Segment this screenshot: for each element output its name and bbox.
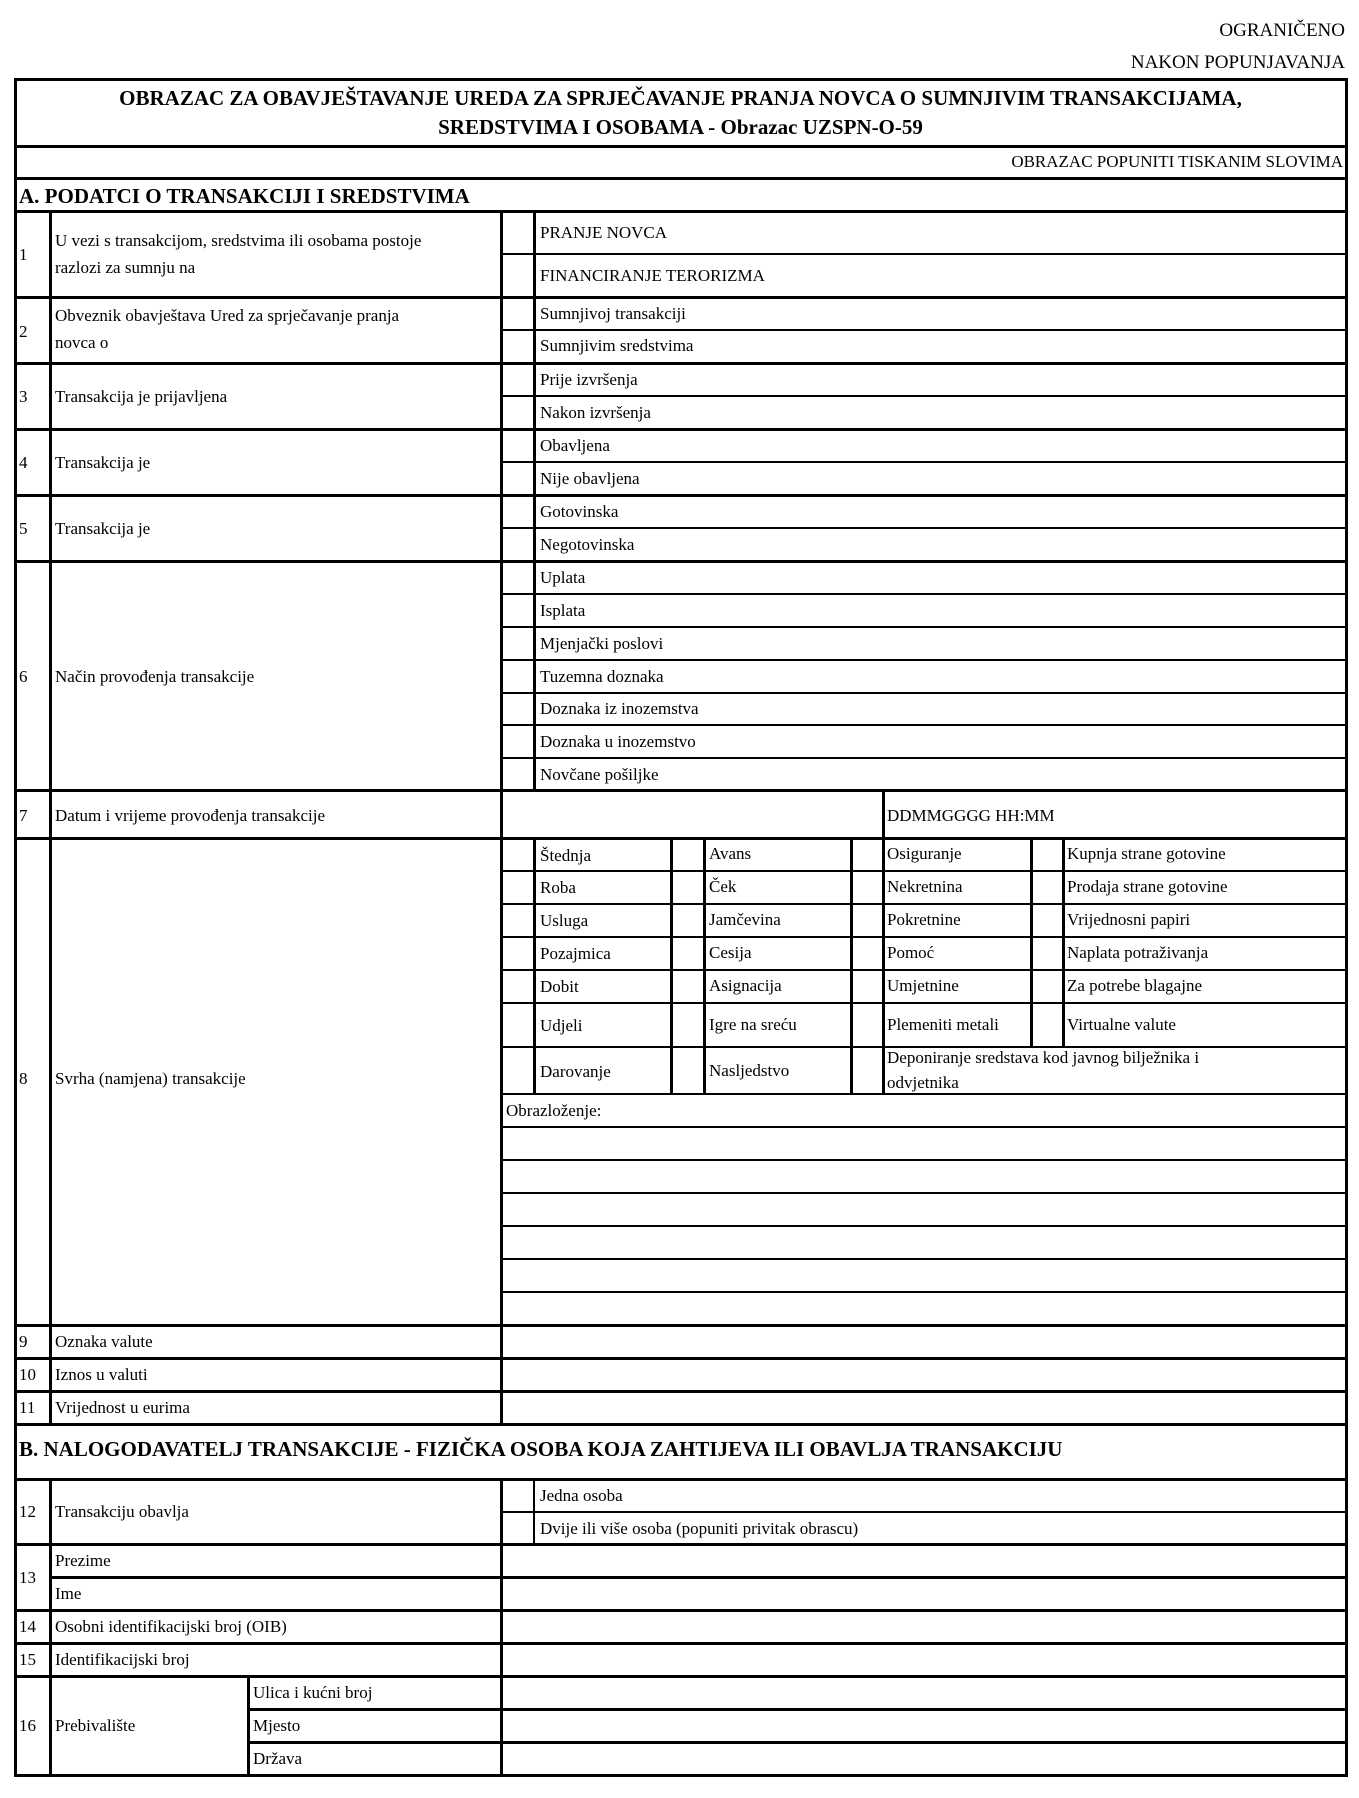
checkbox-nekretnina[interactable]: [853, 872, 883, 903]
divider: [14, 145, 1348, 148]
row-label: Identifikacijski broj: [55, 1650, 190, 1669]
purpose-label: Roba: [540, 878, 576, 897]
option-label: Nije obavljena: [540, 469, 640, 488]
row-label: Transakciju obavlja: [55, 1502, 189, 1521]
purpose-label: Jamčevina: [709, 910, 781, 929]
checkbox-naplata-potrazivanja[interactable]: [1033, 938, 1063, 969]
checkbox-cek[interactable]: [673, 872, 703, 903]
country-input[interactable]: [503, 1744, 1346, 1774]
row-number: 5: [19, 519, 28, 538]
first-name-input[interactable]: [503, 1579, 1346, 1609]
divider: [500, 593, 1348, 595]
checkbox-uplata[interactable]: [503, 563, 533, 593]
purpose-label: odvjetnika: [887, 1073, 959, 1092]
row-label: Način provođenja transakcije: [55, 667, 255, 686]
checkbox-za-potrebe-blagajne[interactable]: [1033, 971, 1063, 1002]
checkbox-pomoc[interactable]: [853, 938, 883, 969]
row-number: 15: [19, 1650, 36, 1669]
explanation-line-2[interactable]: [503, 1161, 1346, 1192]
row-number: 12: [19, 1502, 36, 1521]
checkbox-umjetnine[interactable]: [853, 971, 883, 1002]
checkbox-plemeniti-metali[interactable]: [853, 1004, 883, 1046]
checkbox-asignacija[interactable]: [673, 971, 703, 1002]
row-number: 13: [19, 1568, 36, 1587]
row-number: 9: [19, 1332, 28, 1351]
purpose-label: Plemeniti metali: [887, 1015, 999, 1034]
divider: [500, 329, 1348, 331]
explanation-line-5[interactable]: [503, 1260, 1346, 1291]
row-label: Datum i vrijeme provođenja transakcije: [55, 806, 326, 825]
purpose-label: Ček: [709, 877, 737, 896]
row-label: Transakcija je prijavljena: [55, 387, 228, 406]
option-label: Doznaka u inozemstvo: [540, 732, 696, 751]
option-label: Negotovinska: [540, 535, 635, 554]
explanation-line-6[interactable]: [503, 1293, 1346, 1324]
checkbox-cesija[interactable]: [673, 938, 703, 969]
checkbox-dobit[interactable]: [503, 971, 533, 1002]
explanation-label: Obrazloženje:: [506, 1101, 602, 1120]
option-label: Doznaka iz inozemstva: [540, 699, 699, 718]
num-column-divider: [49, 210, 52, 1426]
purpose-label: Darovanje: [540, 1062, 611, 1081]
row-sublabel: Država: [253, 1749, 303, 1768]
row-number: 8: [19, 1069, 28, 1088]
row-label: Transakcija je: [55, 519, 151, 538]
checkbox-gotovinska[interactable]: [503, 497, 533, 527]
row-number: 3: [19, 387, 28, 406]
section-b-title: B. NALOGODAVATELJ TRANSAKCIJE - FIZIČKA OSOBA KOJA ZAHTIJEVA ILI OBAVLJA TRANSAKCIJU: [19, 1437, 1063, 1461]
divider: [703, 837, 706, 1095]
divider: [500, 724, 1348, 726]
num-column-divider: [49, 1478, 52, 1775]
divider: [500, 757, 1348, 759]
classification-note: NAKON POPUNJAVANJA: [1130, 52, 1345, 73]
option-label: Prije izvršenja: [540, 370, 638, 389]
checkbox-prodaja-strane-gotovine[interactable]: [1033, 872, 1063, 903]
purpose-label: Pomoć: [887, 943, 935, 962]
checkbox-pokretnine[interactable]: [853, 905, 883, 936]
checkbox-roba[interactable]: [503, 872, 533, 903]
divider: [500, 626, 1348, 628]
checkbox-tuzemna-doznaka[interactable]: [503, 661, 533, 691]
amount-in-currency-input[interactable]: [503, 1360, 1346, 1390]
purpose-label: Vrijednosni papiri: [1067, 910, 1191, 929]
option-label: Isplata: [540, 601, 586, 620]
purpose-label: Štednja: [540, 846, 591, 865]
form-title-line1: OBRAZAC ZA OBAVJEŠTAVANJE UREDA ZA SPRJEČAVANJE PRANJA NOVCA O SUMNJIVIM TRANSAKCIJAMA,: [119, 86, 1242, 110]
checkbox-doznaka-iz-inozemstva[interactable]: [503, 694, 533, 724]
row-sublabel: Mjesto: [253, 1716, 301, 1735]
option-label: Nakon izvršenja: [540, 403, 651, 422]
divider: [500, 1511, 1348, 1513]
row-number: 14: [19, 1617, 36, 1636]
row-sublabel: Prezime: [55, 1551, 111, 1570]
explanation-line-3[interactable]: [503, 1194, 1346, 1225]
checkbox-mjenjacki-poslovi[interactable]: [503, 628, 533, 658]
option-label: PRANJE NOVCA: [540, 223, 668, 242]
option-label: Sumnjivim sredstvima: [540, 336, 694, 355]
divider: [500, 461, 1348, 463]
divider: [500, 870, 1348, 872]
checkbox-stednja[interactable]: [503, 839, 533, 870]
row-label: U vezi s transakcijom, sredstvima ili osobama postoje: [55, 231, 422, 250]
divider: [14, 177, 1348, 180]
purpose-label: Nekretnina: [887, 877, 963, 896]
row-sublabel: Ulica i kućni broj: [253, 1683, 373, 1702]
explanation-line-4[interactable]: [503, 1227, 1346, 1258]
divider: [500, 936, 1348, 938]
divider: [500, 1093, 1348, 1095]
checkbox-sumnjivoj-transakciji[interactable]: [503, 299, 533, 329]
checkbox-deponiranje[interactable]: [853, 1048, 883, 1093]
purpose-label: Umjetnine: [887, 976, 959, 995]
row-number: 1: [19, 245, 28, 264]
purpose-label: Prodaja strane gotovine: [1067, 877, 1228, 896]
checkbox-osiguranje[interactable]: [853, 839, 883, 870]
purpose-label: Dobit: [540, 977, 579, 996]
row-label: Obveznik obavještava Ured za sprječavanje pranja: [55, 306, 400, 325]
checkbox-financiranje-terorizma[interactable]: [503, 255, 533, 296]
checkbox-negotovinska[interactable]: [503, 529, 533, 559]
value-in-euro-input[interactable]: [503, 1393, 1346, 1423]
purpose-label: Virtualne valute: [1067, 1015, 1176, 1034]
divider: [247, 1675, 250, 1775]
checkbox-vrijednosni-papiri[interactable]: [1033, 905, 1063, 936]
oib-input[interactable]: [503, 1612, 1346, 1642]
form-instruction: OBRAZAC POPUNITI TISKANIM SLOVIMA: [1011, 152, 1343, 171]
row-label: razlozi za sumnju na: [55, 258, 196, 277]
divider: [14, 1423, 1348, 1426]
date-time-input[interactable]: [503, 792, 882, 838]
checkbox-jamcevina[interactable]: [673, 905, 703, 936]
purpose-label: Naplata potraživanja: [1067, 943, 1209, 962]
divider: [500, 969, 1348, 971]
row-label: Vrijednost u eurima: [55, 1398, 190, 1417]
date-format-hint: DDMMGGGG HH:MM: [887, 806, 1055, 825]
row-label: Oznaka valute: [55, 1332, 153, 1351]
checkbox-sumnjivim-sredstvima[interactable]: [503, 331, 533, 361]
checkbox-nije-obavljena[interactable]: [503, 463, 533, 493]
divider: [500, 659, 1348, 661]
purpose-label: Kupnja strane gotovine: [1067, 844, 1226, 863]
row-number: 4: [19, 453, 28, 472]
row-number: 10: [19, 1365, 36, 1384]
form-title-line2: SREDSTVIMA I OSOBAMA - Obrazac UZSPN-O-59: [438, 115, 923, 139]
checkbox-dvije-ili-vise-osoba[interactable]: [503, 1513, 533, 1543]
option-label: Sumnjivoj transakciji: [540, 304, 686, 323]
checkbox-igre-na-srecu[interactable]: [673, 1004, 703, 1046]
purpose-label: Pozajmica: [540, 944, 611, 963]
option-label: Uplata: [540, 568, 586, 587]
checkbox-nasljedstvo[interactable]: [673, 1048, 703, 1093]
option-label: Mjenjački poslovi: [540, 634, 664, 653]
row-number: 11: [19, 1398, 36, 1417]
divider: [533, 837, 536, 1095]
checkbox-jedna-osoba[interactable]: [503, 1481, 533, 1511]
divider: [500, 527, 1348, 529]
checkbox-pranje-novca[interactable]: [503, 212, 533, 253]
option-label: FINANCIRANJE TERORIZMA: [540, 266, 765, 285]
divider: [882, 789, 885, 839]
checkbox-obavljena[interactable]: [503, 431, 533, 461]
checkbox-avans[interactable]: [673, 839, 703, 870]
checkbox-darovanje[interactable]: [503, 1048, 533, 1093]
purpose-label: Osiguranje: [887, 844, 962, 863]
option-label: Novčane pošiljke: [540, 765, 659, 784]
divider: [500, 253, 1348, 255]
purpose-label: Nasljedstvo: [709, 1061, 790, 1080]
row-sublabel: Ime: [55, 1584, 82, 1603]
street-input[interactable]: [503, 1678, 1346, 1708]
purpose-label: Za potrebe blagajne: [1067, 976, 1202, 995]
row-label: Svrha (namjena) transakcije: [55, 1069, 246, 1088]
option-label: Tuzemna doznaka: [540, 667, 664, 686]
checkbox-novcane-posiljke[interactable]: [503, 759, 533, 789]
row-label: Prebivalište: [55, 1716, 136, 1735]
row-label: Transakcija je: [55, 453, 151, 472]
checkbox-usluga[interactable]: [503, 905, 533, 936]
row-label: novca o: [55, 333, 109, 352]
divider: [14, 560, 1348, 563]
row-label: Osobni identifikacijski broj (OIB): [55, 1617, 287, 1636]
purpose-label: Cesija: [709, 943, 752, 962]
checkbox-kupnja-strane-gotovine[interactable]: [1033, 839, 1063, 870]
explanation-line-1[interactable]: [503, 1128, 1346, 1159]
row-number: 2: [19, 322, 28, 341]
purpose-label: Avans: [709, 844, 752, 863]
divider: [14, 1478, 1348, 1481]
divider: [500, 1002, 1348, 1004]
row-number: 7: [19, 806, 28, 825]
divider: [14, 428, 1348, 431]
checkbox-isplata[interactable]: [503, 595, 533, 625]
divider: [14, 494, 1348, 497]
currency-code-input[interactable]: [503, 1327, 1346, 1357]
purpose-label: Pokretnine: [887, 910, 961, 929]
option-label: Obavljena: [540, 436, 610, 455]
row-number: 16: [19, 1716, 36, 1735]
purpose-label: Usluga: [540, 911, 589, 930]
city-input[interactable]: [503, 1711, 1346, 1741]
purpose-label: Asignacija: [709, 976, 782, 995]
option-label: Jedna osoba: [540, 1486, 623, 1505]
checkbox-prije-izvrsenja[interactable]: [503, 365, 533, 395]
divider: [14, 296, 1348, 299]
purpose-label: Deponiranje sredstava kod javnog bilježnika i: [887, 1048, 1200, 1067]
checkbox-virtualne-valute[interactable]: [1033, 1004, 1063, 1046]
divider: [500, 903, 1348, 905]
checkbox-pozajmica[interactable]: [503, 938, 533, 969]
surname-input[interactable]: [503, 1546, 1346, 1576]
checkbox-udjeli[interactable]: [503, 1004, 533, 1046]
option-label: Gotovinska: [540, 502, 619, 521]
checkbox-doznaka-u-inozemstvo[interactable]: [503, 726, 533, 756]
identification-number-input[interactable]: [503, 1645, 1346, 1675]
option-label: Dvije ili više osoba (popuniti privitak obrascu): [540, 1519, 859, 1538]
purpose-label: Udjeli: [540, 1016, 583, 1035]
row-number: 6: [19, 667, 28, 686]
divider: [14, 210, 1348, 213]
divider: [500, 692, 1348, 694]
section-a-title: A. PODATCI O TRANSAKCIJI I SREDSTVIMA: [19, 184, 470, 208]
purpose-label: Igre na sreću: [709, 1015, 797, 1034]
classification-label: OGRANIČENO: [1219, 20, 1345, 41]
row-label: Iznos u valuti: [55, 1365, 148, 1384]
divider: [14, 362, 1348, 365]
checkbox-nakon-izvrsenja[interactable]: [503, 397, 533, 427]
divider: [500, 395, 1348, 397]
